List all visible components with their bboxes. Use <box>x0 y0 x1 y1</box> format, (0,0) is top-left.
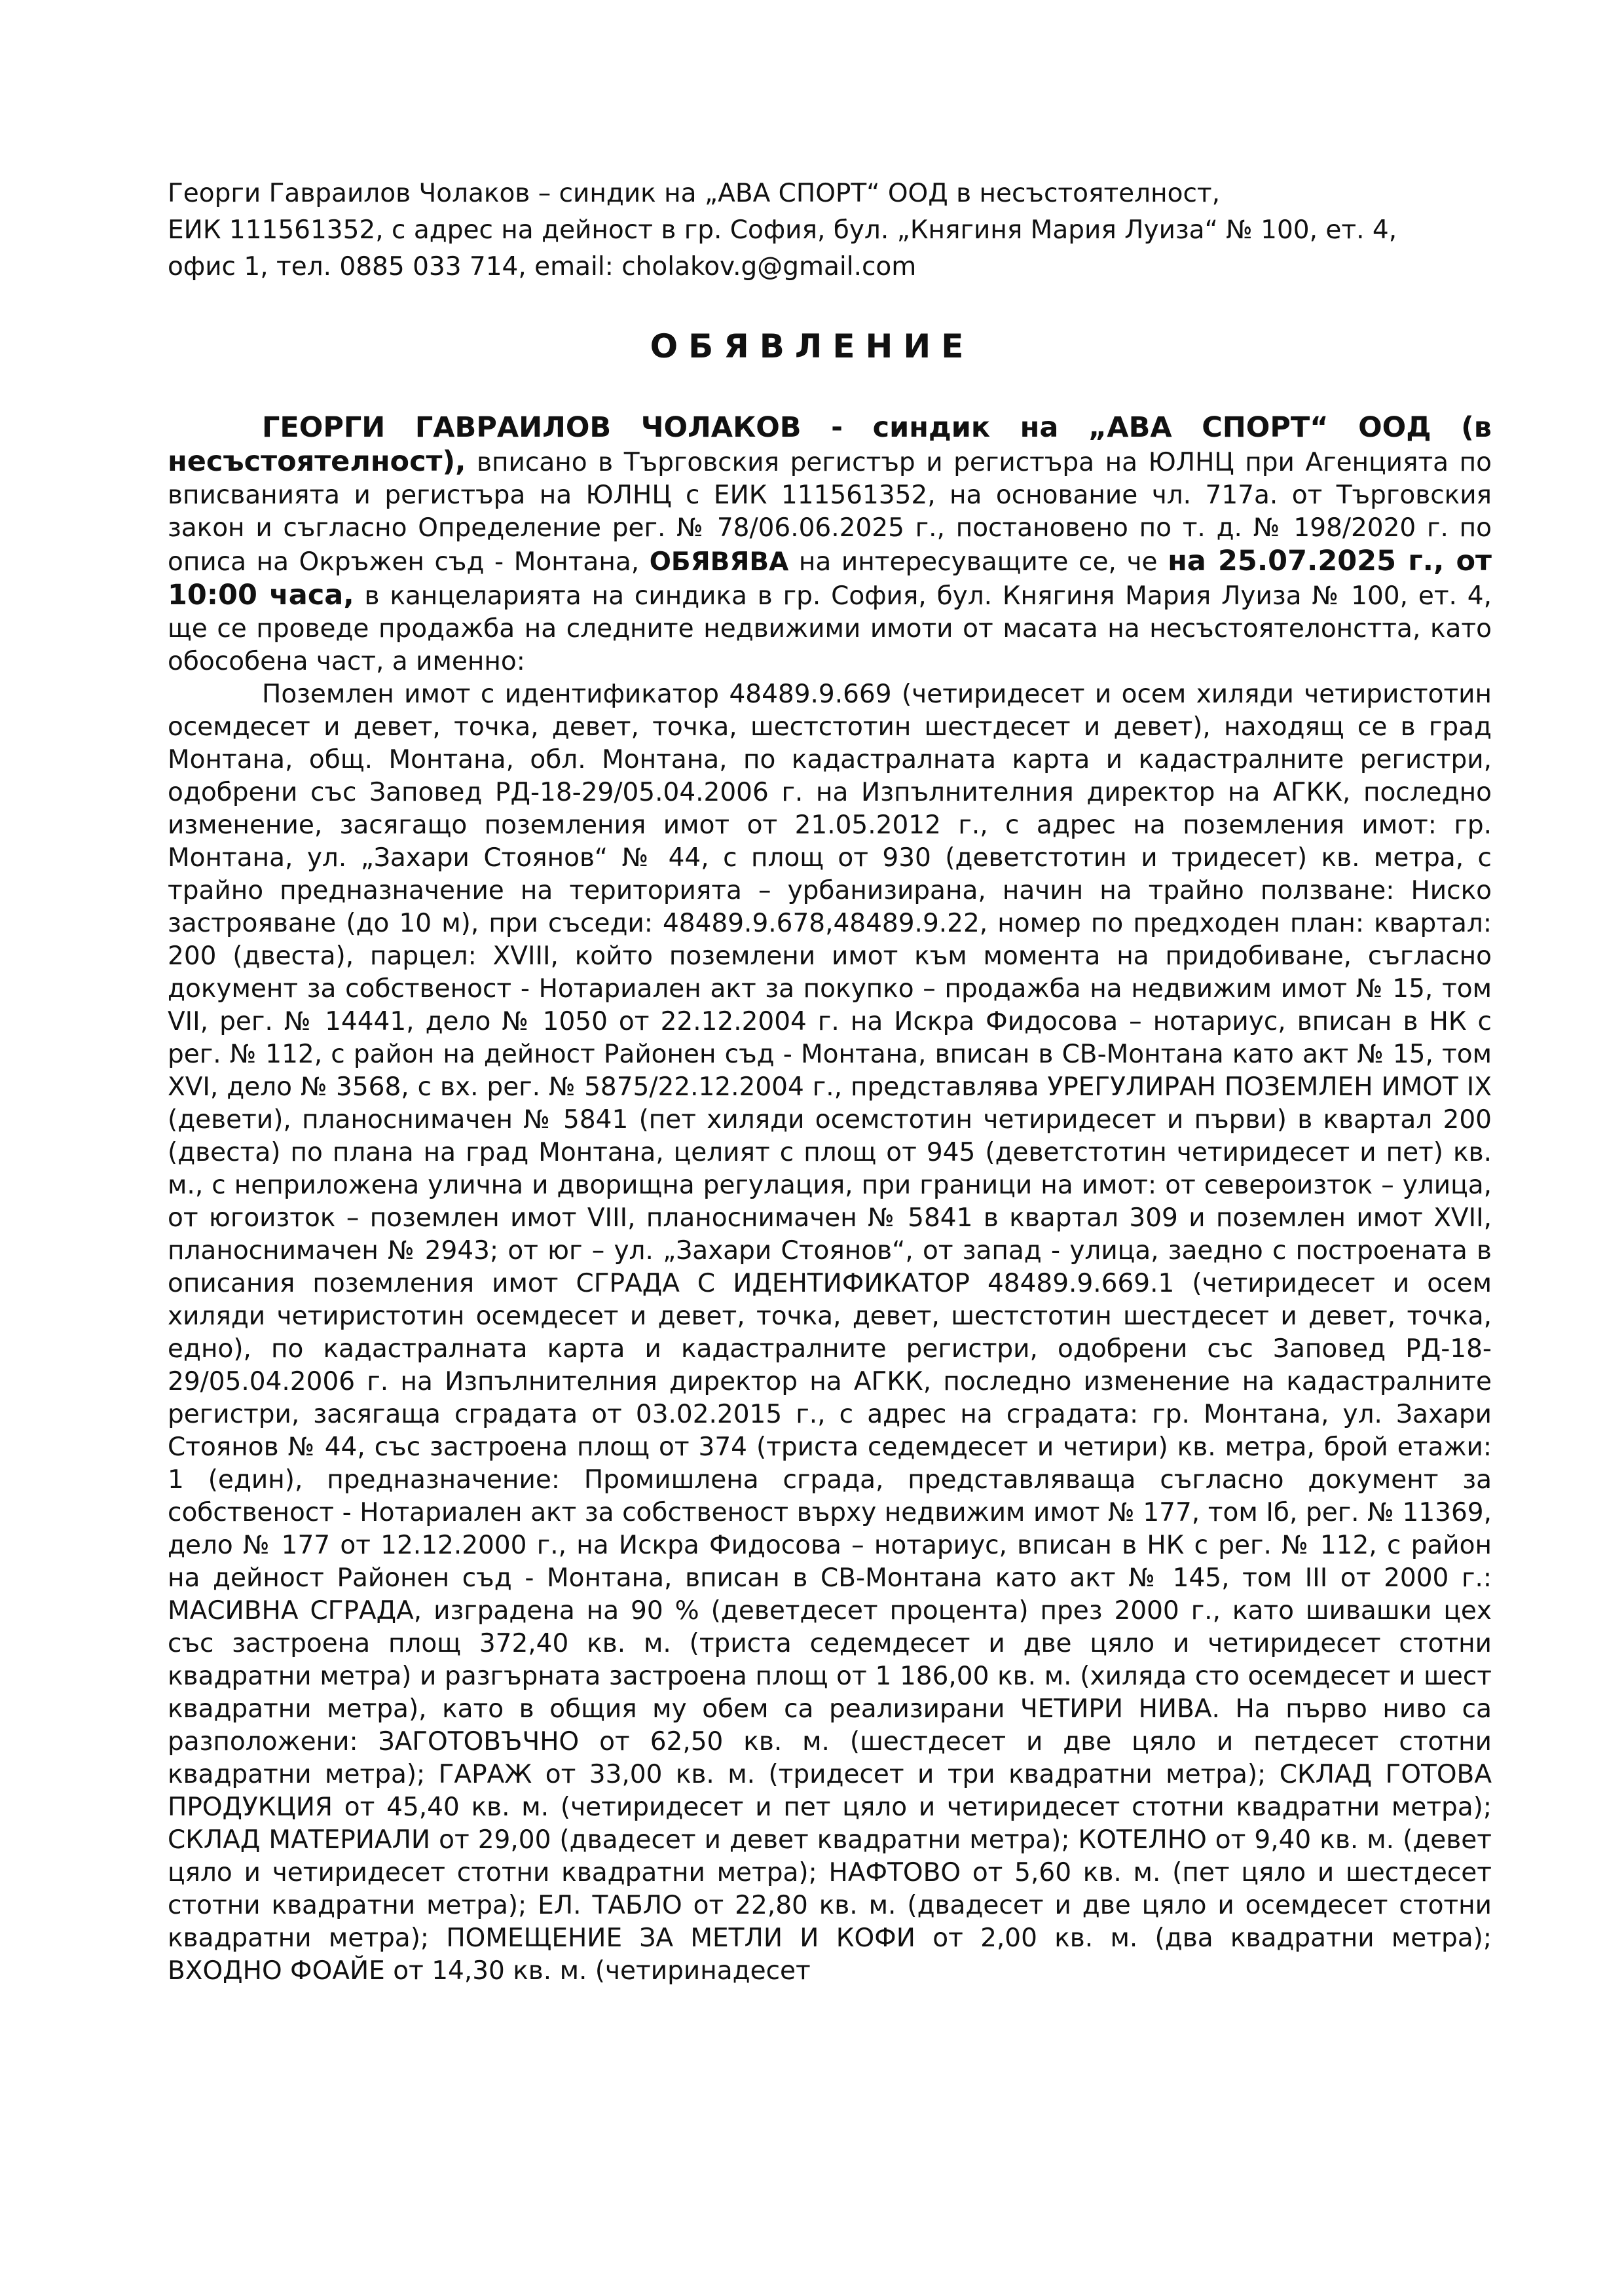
intro-lead: ГЕОРГИ ГАВРАИЛОВ ЧОЛАКОВ - синдик на „АВА СПОРТ“ ООД (в несъстоятелност), <box>168 411 1492 478</box>
header-line-2: ЕИК 111561352, с адрес на дейност в гр. София, бул. „Княгиня Мария Луиза“ № 100, ет. 4, <box>168 215 1397 245</box>
property-description: Поземлен имот с идентификатор 48489.9.669 (четиридесет и осем хиляди четиристотин осемдесет и девет, точка, девет, точка, шестстотин шестдесет и девет), находящ се в град Монтана, общ. Монтана, обл. Монтана, по кадастралната карта и кадастралните регистри, одобрени със Заповед РД-18-29/05.04.2006 г. на Изпълнителния директор на АГКК, последно изменение, засягащо поземления имот от 21.05.2012 г., с адрес на поземления имот: гр. Монтана, ул. „Захари Стоянов“ № 44, с площ от 930 (деветстотин и тридесет) кв. метра, с трайно предназначение на територията – урбанизирана, начин на трайно ползване: Ниско застрояване (до 10 м), при съседи: 48489.9.678,48489.9.22, номер по предходен план: квартал: 200 (двеста), парцел: XVIII, който поземлени имот към момента на придобиване, съгласно документ за собственост - Нотариален акт за покупко – продажба на недвижим имот № 15, том VII, рег. № 14441, дело № 1050 от 22.12.2004 г. на Искра Фидосова – нотариус, вписан в НК с рег. № 112, с район на дейност Районен съд - Монтана, вписан в СВ-Монтана като акт № 15, том XVI, дело № 3568, с вх. рег. № 5875/22.12.2004 г., представлява УРЕГУЛИРАН ПОЗЕМЛЕН ИМОТ IX (девети), планоснимачен № 5841 (пет хиляди осемстотин четиридесет и първи) в квартал 200 (двеста) по плана на град Монтана, целият с площ от 945 (деветстотин четиридесет и пет) кв. м., с неприложена улична и дворищна регулация, при граници на имот: от североизток – улица, от югоизток – поземлен имот VIII, планоснимачен № 5841 в квартал 309 и поземлен имот XVII, планоснимачен № 2943; от юг – ул. „Захари Стоянов“, от запад - улица, заедно с построената в описания поземления имот СГРАДА С ИДЕНТИФИКАТОР 48489.9.669.1 (четиридесет и осем хиляди четиристотин осемдесет и девет, точка, девет, шестстотин шестдесет и девет, точка, едно), по кадастралната карта и кадастралните регистри, одобрени със Заповед РД-18-29/05.04.2006 г. на Изпълнителния директор на АГКК, последно изменение на кадастралните регистри, засягаща сградата от 03.02.2015 г., с адрес на сградата: гр. Монтана, ул. Захари Стоянов № 44, със застроена площ от 374 (триста седемдесет и четири) кв. метра, брой етажи: 1 (един), предназначение: Промишлена сграда, представляваща съгласно документ за собственост - Нотариален акт за собственост върху недвижим имот № 177, том Iб, рег. № 11369, дело № 177 от 12.12.2000 г., на Искра Фидосова – нотариус, вписан в НК с рег. № 112, с район на дейност Районен съд - Монтана, вписан в СВ-Монтана като акт № 145, том III от 2000 г.: МАСИВНА СГРАДА, изградена на 90 % (деветдесет процента) през 2000 г., като шивашки цех със застроена площ 372,40 кв. м. (триста седемдесет и две цяло и четиридесет стотни квадратни метра) и разгърната застроена площ от 1 186,00 кв. м. (хиляда сто осемдесет и шест квадратни метра), като в общия му обем са реализирани ЧЕТИРИ НИВА. На първо ниво са разположени: ЗАГОТОВЪЧНО от 62,50 кв. м. (шестдесет и две цяло и петдесет стотни квадратни метра); ГАРАЖ от 33,00 кв. м. (тридесет и три квадратни метра); СКЛАД ГОТОВА ПРОДУКЦИЯ от 45,40 кв. м. (четиридесет и пет цяло и четиридесет стотни квадратни метра); СКЛАД МАТЕРИАЛИ от 29,00 (двадесет и девет квадратни метра); КОТЕЛНО от 9,40 кв. м. (девет цяло и четиридесет стотни квадратни метра); НАФТОВО от 5,60 кв. м. (пет цяло и шестдесет стотни квадратни метра); ЕЛ. ТАБЛО от 22,80 кв. м. (двадесет и две цяло и осемдесет стотни квадратни метра); ПОМЕЩЕНИЕ ЗА МЕТЛИ И КОФИ от 2,00 кв. м. (два квадратни метра); ВХОДНО ФОАЙЕ от 14,30 кв. м. (четиринадесет <box>168 680 1492 1986</box>
header-line-3: офис 1, тел. 0885 033 714, email: cholakov.g@gmail.com <box>168 252 917 282</box>
intro-text-2: на интересуващите се, че <box>788 547 1168 577</box>
intro-text-3: в канцеларията на синдика в гр. София, бул. Княгиня Мария Луиза № 100, ет. 4, ще се проведе продажба на следните недвижими имоти от масата на несъстоятелонстта, като обособена част, а именно: <box>168 581 1492 676</box>
intro-text-1: вписано в Търговския регистър и регистъра на ЮЛНЦ при Агенцията по вписванията и регистъра на ЮЛНЦ с ЕИК 111561352, на основание чл. 717а. от Търговския закон и съгласно Определение рег. № 78/06.06.2025 г., постановено по т. д. № 198/2020 г. по описа на Окръжен съд - Монтана, <box>168 448 1492 577</box>
sender-header <box>168 175 1477 285</box>
intro-paragraph <box>168 411 1492 678</box>
announces-word: ОБЯВЯВА <box>649 547 789 577</box>
sale-date: на 25.07.2025 г., от 10:00 часа, <box>168 545 1492 611</box>
document-body <box>168 411 1492 1988</box>
document-title: ОБЯВЛЕНИЕ <box>650 327 974 365</box>
header-line-1: Георги Гавраилов Чолаков – синдик на „АВА СПОРТ“ ООД в несъстоятелност, <box>168 179 1221 208</box>
